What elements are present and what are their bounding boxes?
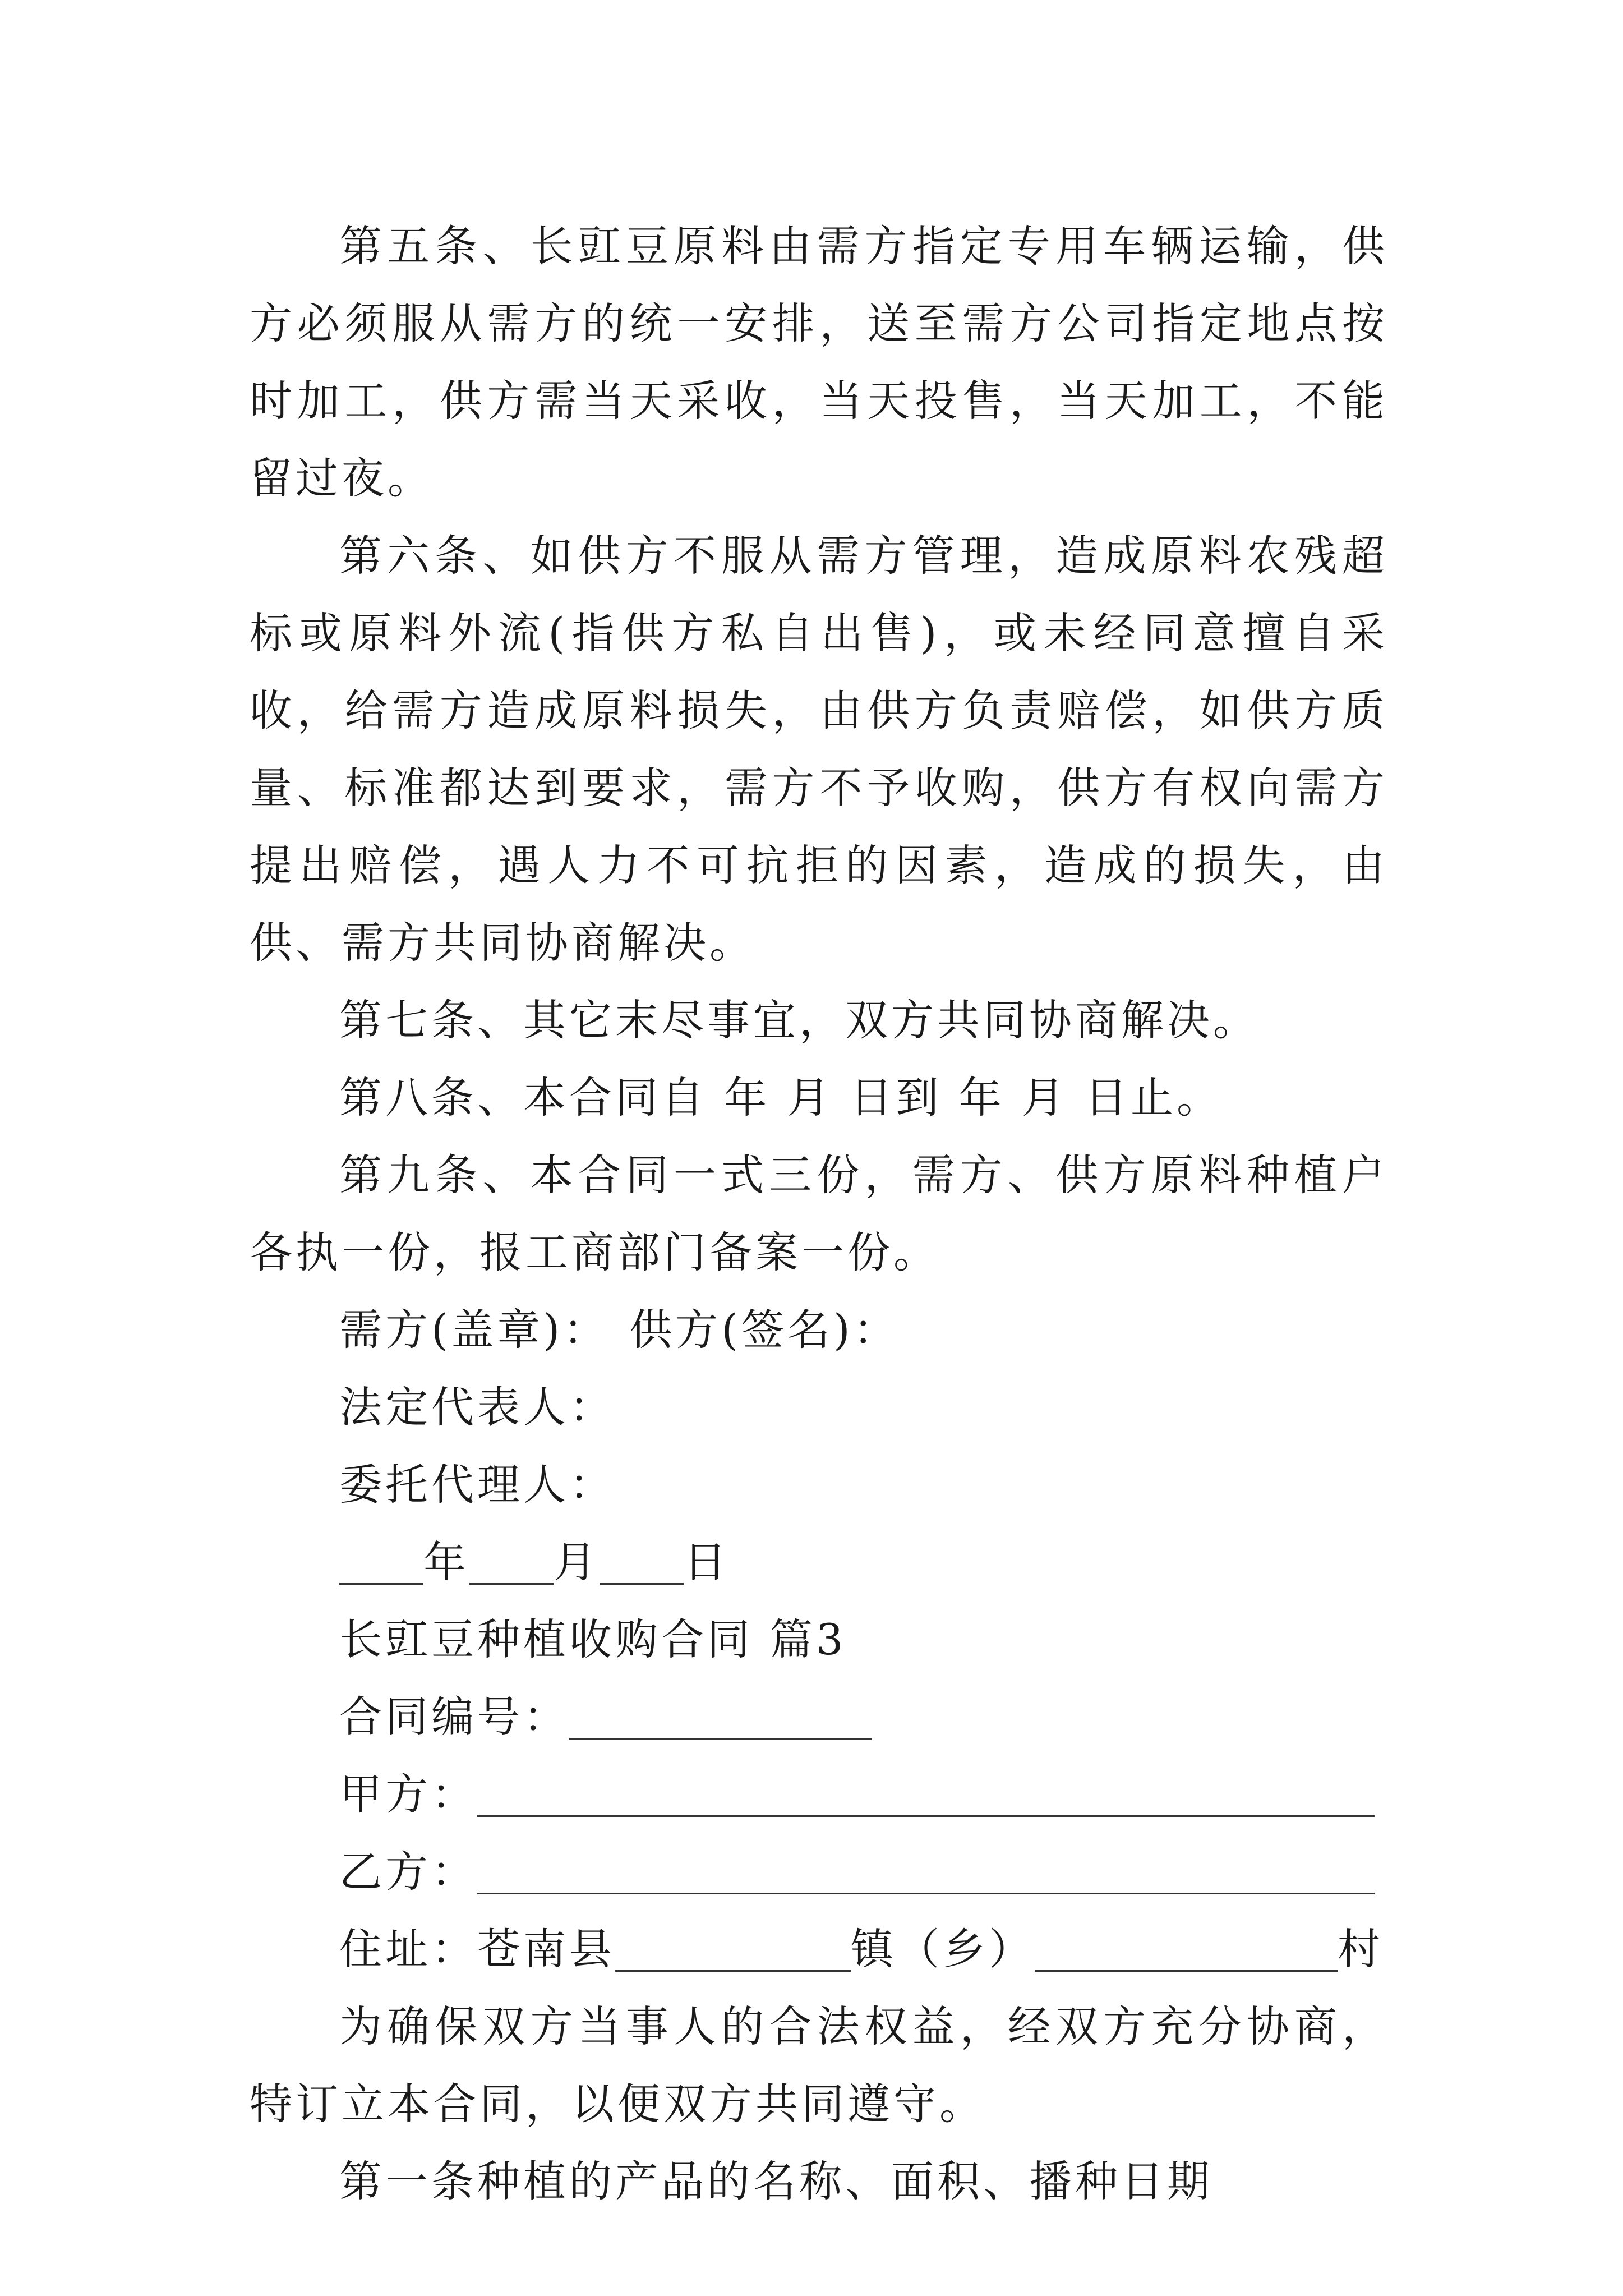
signature-date-line xyxy=(250,1524,1388,1601)
month-label: 月 xyxy=(554,1537,600,1587)
village-blank xyxy=(1035,1927,1338,1972)
party-b-blank xyxy=(477,1850,1375,1894)
article-6: 第六条、如供方不服从需方管理，造成原料农残超标或原料外流(指供方私自出售)，或未经同意擅自采收，给需方造成原料损失，由供方负责赔偿，如供方质量、标准都达到要求，需方不予收购，供方有权向需方提出赔偿，遇人力不可抗拒的因素，造成的损失，由供、需方共同协商解决。 xyxy=(250,531,1388,968)
article-7: 第七条、其它末尽事宜，双方共同协商解决。 xyxy=(339,995,1259,1045)
year-blank xyxy=(339,1540,423,1585)
article-9: 第九条、本合同一式三份，需方、供方原料种植户各执一份，报工商部门备案一份。 xyxy=(250,1150,1388,1277)
contract-number-label: 合同编号： xyxy=(339,1692,569,1742)
intro-paragraph: 为确保双方当事人的合法权益，经双方充分协商，特订立本合同，以便双方共同遵守。 xyxy=(250,2001,1388,2129)
party-a-label: 甲方： xyxy=(339,1769,477,1819)
year-label: 年 xyxy=(423,1537,469,1587)
address-town-label: 镇（乡） xyxy=(851,1924,1035,1974)
signature-parties-line xyxy=(250,1291,1388,1369)
party-b-line xyxy=(250,1833,1388,1911)
party-b-label: 乙方： xyxy=(339,1847,477,1897)
town-blank xyxy=(615,1927,851,1972)
agent-line: 委托代理人： xyxy=(339,1460,615,1510)
day-label: 日 xyxy=(684,1537,730,1587)
address-line xyxy=(250,1911,1388,1988)
article-8: 第八条、本合同自 年 月 日到 年 月 日止。 xyxy=(339,1073,1223,1122)
address-village-label: 村 xyxy=(1338,1924,1384,1974)
party-a-line xyxy=(250,1756,1388,1833)
section-title: 长豇豆种植收购合同 篇3 xyxy=(339,1614,847,1664)
supplier-sign-label: 供方(签名)： xyxy=(629,1305,900,1355)
party-a-blank xyxy=(477,1773,1375,1817)
article-1-heading: 第一条种植的产品的名称、面积、播种日期 xyxy=(339,2156,1213,2206)
contract-number-blank xyxy=(569,1695,872,1740)
day-blank xyxy=(600,1540,684,1585)
legal-representative-line: 法定代表人： xyxy=(339,1382,615,1432)
address-prefix: 住址：苍南县 xyxy=(339,1924,615,1974)
document-body xyxy=(250,208,1388,2220)
month-blank xyxy=(469,1540,554,1585)
article-5: 第五条、长豇豆原料由需方指定专用车辆运输，供方必须服从需方的统一安排，送至需方公司指定地点按时加工，供方需当天采收，当天投售，当天加工，不能留过夜。 xyxy=(250,221,1388,503)
buyer-seal-label: 需方(盖章)： xyxy=(339,1305,610,1355)
contract-number-line xyxy=(250,1678,1388,1756)
